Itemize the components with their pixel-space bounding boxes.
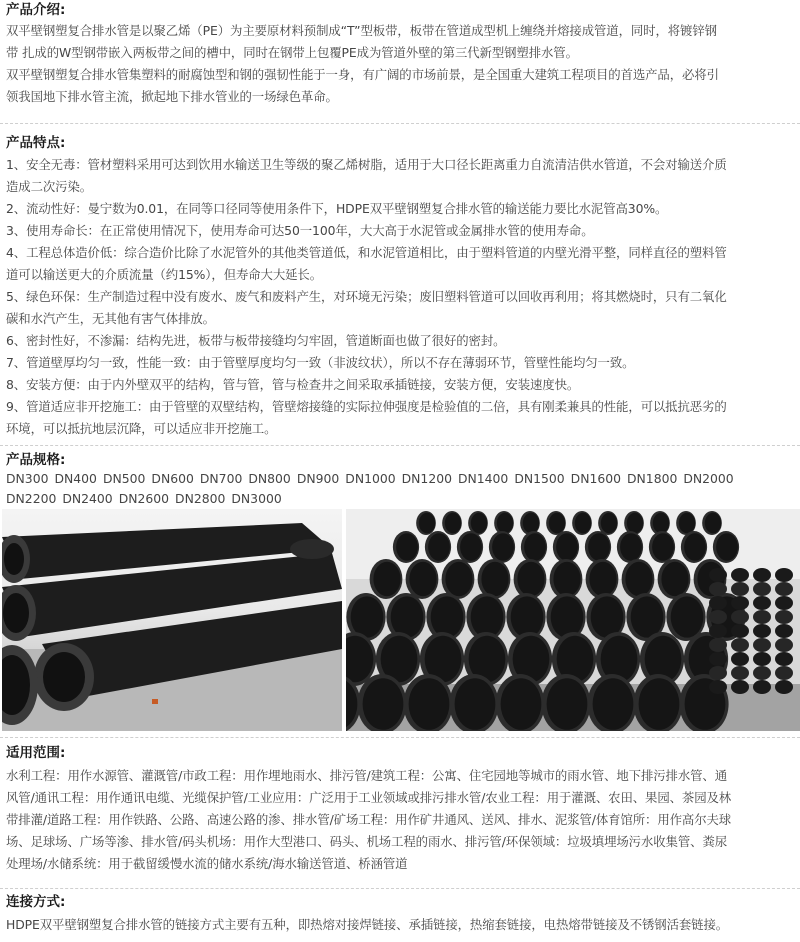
pipe-bore [551, 596, 584, 637]
small-pipe-end [709, 596, 727, 610]
feature-line: 造成二次污染。 [6, 179, 93, 194]
scope-line: 带排灌/道路工程：用作铁路、公路、高速公路的渗、排水管/矿场工程：用作矿井通风、送风、排水、泥浆管/体育馆所：用作高尔夫球 [6, 812, 732, 827]
spec-item: DN700 [199, 471, 243, 486]
pipe-bore [391, 596, 424, 637]
small-pipe-end [775, 638, 793, 652]
feature-line: 5、绿色环保：生产制造过程中没有废水、废气和废料产生，对环境无污染；废旧塑料管道可以回收再利用；将其燃烧时，只有二氧化 [6, 289, 727, 304]
small-pipe-end [709, 666, 727, 680]
spec-item: DN1400 [457, 471, 509, 486]
feature-line: 1、安全无毒：管材塑料采用可达到饮用水输送卫生等级的聚乙烯树脂，适用于大口径长距离重力自流清洁供水管道，不会对输送介质 [6, 157, 727, 172]
pipe-bore [705, 513, 721, 534]
feature-line: 9、管道适应非开挖施工：由于管壁的双壁结构，管壁熔接缝的实际拉伸强度是检验值的二倍，具有刚柔兼具的性能，可以抵抗恶劣的 [6, 399, 727, 414]
pipe-bore [431, 596, 464, 637]
connect-line: HDPE双平壁钢塑复合排水管的链接方式主要有五种，即热熔对接焊链接、承插链接，热缩套链接，电热熔带链接及不锈钢活套链接。 [6, 917, 729, 932]
spec-item: DN500 [102, 471, 146, 486]
spec-item: DN2600 [118, 491, 170, 506]
spec-list-row1 [6, 469, 794, 489]
pipe-bore [409, 678, 450, 730]
pipe-pile-illustration [346, 509, 800, 731]
small-pipe-end [753, 652, 771, 666]
pipe-bore [553, 562, 580, 596]
pipe-bore [639, 678, 680, 730]
pipe-photo-left [2, 509, 342, 731]
pipe-bore [471, 513, 487, 534]
intro-title: 产品介绍: [6, 2, 66, 18]
pipe-bore [679, 513, 695, 534]
small-pipe-end [753, 638, 771, 652]
feature-line: 8、安装方便：由于内外壁双平的结构，管与管，管与检查井之间采取承插链接，安装方便，安装速度快。 [6, 377, 580, 392]
section-divider [0, 737, 800, 738]
small-pipe-end [731, 568, 749, 582]
spec-item: DN600 [151, 471, 194, 486]
specs-section [0, 451, 800, 509]
pipe-bore [547, 678, 588, 730]
small-pipe-end [731, 638, 749, 652]
pipe-bore [363, 678, 404, 730]
spec-item: DN2800 [175, 491, 226, 506]
small-pipe-end [775, 568, 793, 582]
small-pipe-end [731, 624, 749, 638]
pipe-bore [511, 596, 544, 637]
feature-line: 2、流动性好：曼宁数为0.01，在同等口径同等使用条件下，HDPE双平壁钢塑复合排水管的输送能力要比水泥管高30%。 [6, 201, 668, 216]
spec-item: DN2000 [683, 471, 734, 486]
pipe-bore [716, 533, 738, 561]
small-pipe-end [709, 568, 727, 582]
pipe-bore [652, 533, 674, 561]
pipe-bore [625, 562, 652, 596]
pipe-bore [419, 513, 435, 534]
pipe-bore [627, 513, 643, 534]
scope-line: 风管/通讯工程：用作通讯电缆、光缆保护管/工业应用：广泛用于工业领域或排污排水管/农业工程：用于灌溉、农田、果园、茶园及林 [6, 790, 732, 805]
pipe-bore [445, 513, 461, 534]
pipe-bore [661, 562, 688, 596]
small-pipe-end [709, 680, 727, 694]
pipe-bore [428, 533, 450, 561]
spec-item: DN900 [296, 471, 340, 486]
pipe-bore [455, 678, 496, 730]
small-pipe-end [709, 638, 727, 652]
intro-line: 双平壁钢塑复合排水管是以聚乙烯（PE）为主要原材料预制成“T”型板带，板带在管道成型机上缠绕并熔接成管道，同时，将镀锌钢 [6, 23, 717, 38]
small-pipe-end [731, 652, 749, 666]
pipe-bore [481, 562, 508, 596]
intro-line: 双平壁钢塑复合排水管集塑料的耐腐蚀型和钢的强韧性能于一身，有广阔的市场前景，是全国重大建筑工程项目的首选产品，必将引 [6, 67, 719, 82]
pipe-bore [588, 533, 610, 561]
pipe-bore [556, 533, 578, 561]
pipe-bore [631, 596, 664, 637]
pipe-bore [396, 533, 418, 561]
pipe-bore [589, 562, 616, 596]
pipe-bore [601, 513, 617, 534]
feature-line: 道可以输送更大的介质流量（约15%），但寿命大大延长。 [6, 267, 323, 282]
small-pipe-end [753, 610, 771, 624]
features-title: 产品特点: [6, 135, 66, 151]
feature-line: 6、密封性好，不渗漏：结构先进，板带与板带接缝均匀牢固，管道断面也做了很好的密封。 [6, 333, 506, 348]
pipe-bore [373, 562, 400, 596]
small-pipe-end [709, 624, 727, 638]
pipe-bore [671, 596, 704, 637]
small-pipe-end [753, 568, 771, 582]
scope-line: 场、足球场、广场等渗、排水管/码头机场：用作大型港口、码头、机场工程的雨水、排污管/环保领域：垃圾填埋场污水收集管、粪尿 [6, 834, 728, 849]
intro-line: 带 扎成的W型钢带嵌入两板带之间的槽中，同时在钢带上包覆PE成为管道外壁的第三代新型钢塑排水管。 [6, 45, 578, 60]
pipe-bore [549, 513, 565, 534]
pipe-bore [501, 678, 542, 730]
specs-title: 产品规格: [6, 452, 66, 468]
connect-section [0, 893, 800, 936]
pipe-bore [445, 562, 472, 596]
feature-line: 7、管道壁厚均匀一致，性能一致：由于管壁厚度均匀一致（非波纹状），所以不存在薄弱环节，管壁性能均匀一致。 [6, 355, 635, 370]
pipe-photo-right [346, 509, 800, 731]
small-pipe-end [753, 680, 771, 694]
small-pipe-end [775, 652, 793, 666]
section-divider [0, 445, 800, 446]
spec-list-row2 [6, 489, 794, 509]
pipe-bore [460, 533, 482, 561]
small-pipe-end [775, 582, 793, 596]
pipe-bore [409, 562, 436, 596]
pipe-bore [523, 513, 539, 534]
small-pipe-end [709, 652, 727, 666]
small-pipe-end [731, 596, 749, 610]
pipe-bore [653, 513, 669, 534]
feature-line: 环境，可以抵抗地层沉降，可以适应非开挖施工。 [6, 421, 277, 436]
small-pipe-end [775, 610, 793, 624]
small-pipe-end [709, 610, 727, 624]
spec-item: DN1000 [345, 471, 396, 486]
spec-item: DN1800 [627, 471, 678, 486]
feature-line: 3、使用寿命长：在正常使用情况下，使用寿命可达50一100年，大大高于水泥管或金属排水管的使用寿命。 [6, 223, 594, 238]
small-pipe-end [753, 666, 771, 680]
pipe-bore [524, 533, 546, 561]
small-pipe-end [753, 624, 771, 638]
section-divider [0, 123, 800, 124]
scope-title: 适用范围: [6, 745, 66, 761]
pipe-bore [497, 513, 513, 534]
spec-item: DN2400 [62, 491, 113, 506]
small-pipe-end [731, 610, 749, 624]
pipe-bore [684, 533, 706, 561]
small-pipe-end [775, 666, 793, 680]
spec-item: DN3000 [231, 491, 282, 506]
pipe-bore [593, 678, 634, 730]
small-pipe-end [709, 582, 727, 596]
spec-item: DN1500 [514, 471, 565, 486]
pipe-bore [492, 533, 514, 561]
pipe-bore [591, 596, 624, 637]
pipe-bore [620, 533, 642, 561]
spec-item: DN1600 [570, 471, 621, 486]
spec-item: DN800 [248, 471, 291, 486]
small-pipe-end [775, 596, 793, 610]
pipe-bore [575, 513, 591, 534]
spec-item: DN400 [54, 471, 97, 486]
features-section [0, 131, 800, 440]
scope-line: 处理场/水储系统：用于截留缓慢水流的储水系统/海水输送管道、桥涵管道 [6, 856, 408, 871]
small-pipe-end [775, 624, 793, 638]
scope-line: 水利工程：用作水源管、灌溉管/市政工程：用作埋地雨水、排污管/建筑工程：公寓、住宅园地等城市的雨水管、地下排污排水管、通 [6, 768, 728, 783]
intro-line: 领我国地下排水管主流，掀起地下排水管业的一场绿色革命。 [6, 89, 338, 104]
pipe-bore [471, 596, 504, 637]
spec-item: DN2200 [6, 491, 57, 506]
scope-section [0, 744, 800, 875]
feature-line: 碳和水汽产生，无其他有害气体排放。 [6, 311, 215, 326]
spec-item: DN300 [6, 471, 49, 486]
connect-title: 连接方式: [6, 894, 66, 910]
spec-item: DN1200 [401, 471, 452, 486]
intro-section [0, 0, 800, 108]
feature-line: 4、工程总体造价低：综合造价比除了水泥管外的其他类管道低，和水泥管道相比，由于塑料管道的内壁光滑平整，同样直径的塑料管 [6, 245, 727, 260]
pipe-stack-illustration [2, 509, 342, 731]
small-pipe-end [731, 666, 749, 680]
small-pipe-end [753, 596, 771, 610]
small-pipe-end [775, 680, 793, 694]
small-pipe-end [731, 680, 749, 694]
pipe-bore [351, 596, 384, 637]
section-divider [0, 888, 800, 889]
pipe-bore [517, 562, 544, 596]
small-pipe-end [753, 582, 771, 596]
small-pipe-end [731, 582, 749, 596]
